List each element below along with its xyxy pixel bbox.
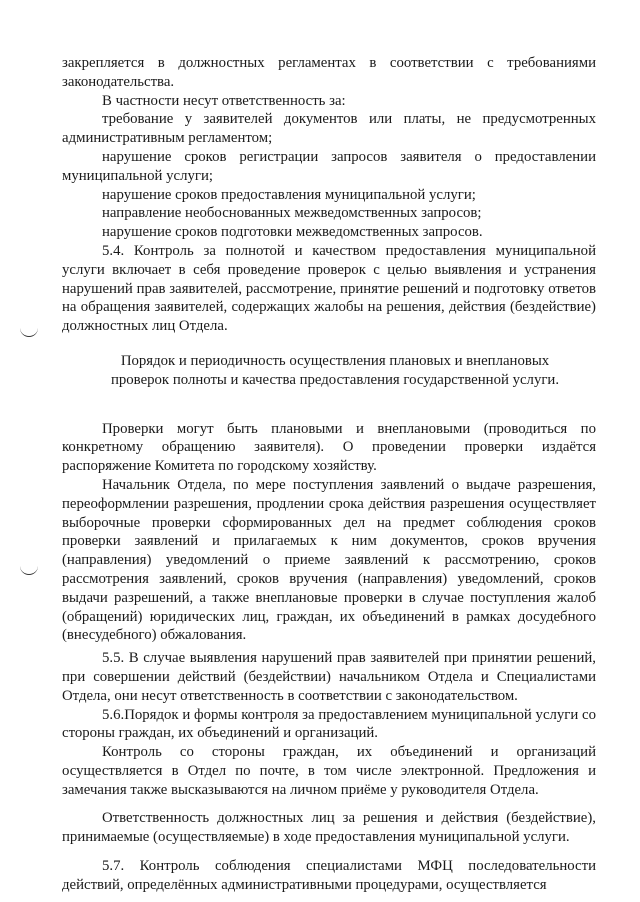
inspections-intro: Проверки могут быть плановыми и внеплановыми (проводиться по конкретному обращению заявителя). О проведении проверки издаётся распоряжение Комитета по городскому хозяйству. [62, 420, 596, 475]
responsibility-lead: В частности несут ответственность за: [102, 92, 346, 109]
department-head-paragraph: Начальник Отдела, по мере поступления заявлений о выдаче разрешения, переоформлении разрешения, продлении срока действия разрешения осуществляет выборочные проверки сформированных дел на предмет соблюдения сроков проверки заявлений и прилагаемых к ним документов, сроков вручения (направления) уведомлений о приеме заявлений к рассмотрению, сроков рассмотрения заявлений, сроков вручения (направления) уведомлений, сроков выдачи разрешений, а также внеплановые проверки в случае поступления жалоб (обращений) юридических лиц, граждан, их объединений в рамках досудебного (внесудебного) обжалования. [62, 476, 596, 644]
responsibility-item: требование у заявителей документов или платы, не предусмотренных административным регламентом; [62, 111, 596, 147]
binding-mark-bottom [20, 566, 38, 575]
clause-5-7: 5.7. Контроль соблюдения специалистами МФЦ последовательности действий, определённых административными процедурами, осуществляется [62, 858, 596, 893]
intro-continuation: закрепляется в должностных регламентах в соответствии с требованиями законодательства. [62, 55, 596, 90]
binding-mark-top [20, 328, 38, 337]
section-heading: Порядок и периодичность осуществления плановых и внеплановых проверок полноты и качества предоставления государственной услуги. [110, 352, 560, 388]
document-page [62, 54, 596, 895]
responsibility-item: нарушение сроков предоставления муниципальной услуги; [102, 186, 476, 203]
clause-5-4: 5.4. Контроль за полнотой и качеством предоставления муниципальной услуги включает в себя проведение проверок с целью выявления и устранения нарушений прав заявителей, рассмотрение, принятие решений и подготовку ответов на обращения заявителей, содержащих жалобы на решения, действия (бездействие) должностных лиц Отдела. [62, 242, 596, 335]
officials-responsibility: Ответственность должностных лиц за решения и действия (бездействие), принимаемые (осуществляемые) в ходе предоставления муниципальной услуги. [62, 810, 596, 846]
responsibility-item: нарушение сроков регистрации запросов заявителя о предоставлении муниципальной услуги; [62, 148, 596, 184]
citizen-control-paragraph: Контроль со стороны граждан, их объединений и организаций осуществляется в Отдел по почте, в том числе электронной. Предложения и замечания также высказываются на личном приёме у руководителя Отдела. [62, 744, 596, 798]
clause-5-6: 5.6.Порядок и формы контроля за предоставлением муниципальной услуги со стороны граждан, их объединений и организаций. [62, 706, 596, 742]
responsibility-item: нарушение сроков подготовки межведомственных запросов. [102, 224, 483, 241]
clause-5-5: 5.5. В случае выявления нарушений прав заявителей при принятии решений, при совершении действий (бездействии) начальником Отдела и Специалистами Отдела, они несут ответственность в соответствии с законодательством. [62, 650, 596, 704]
responsibility-item: направление необоснованных межведомственных запросов; [102, 205, 482, 222]
